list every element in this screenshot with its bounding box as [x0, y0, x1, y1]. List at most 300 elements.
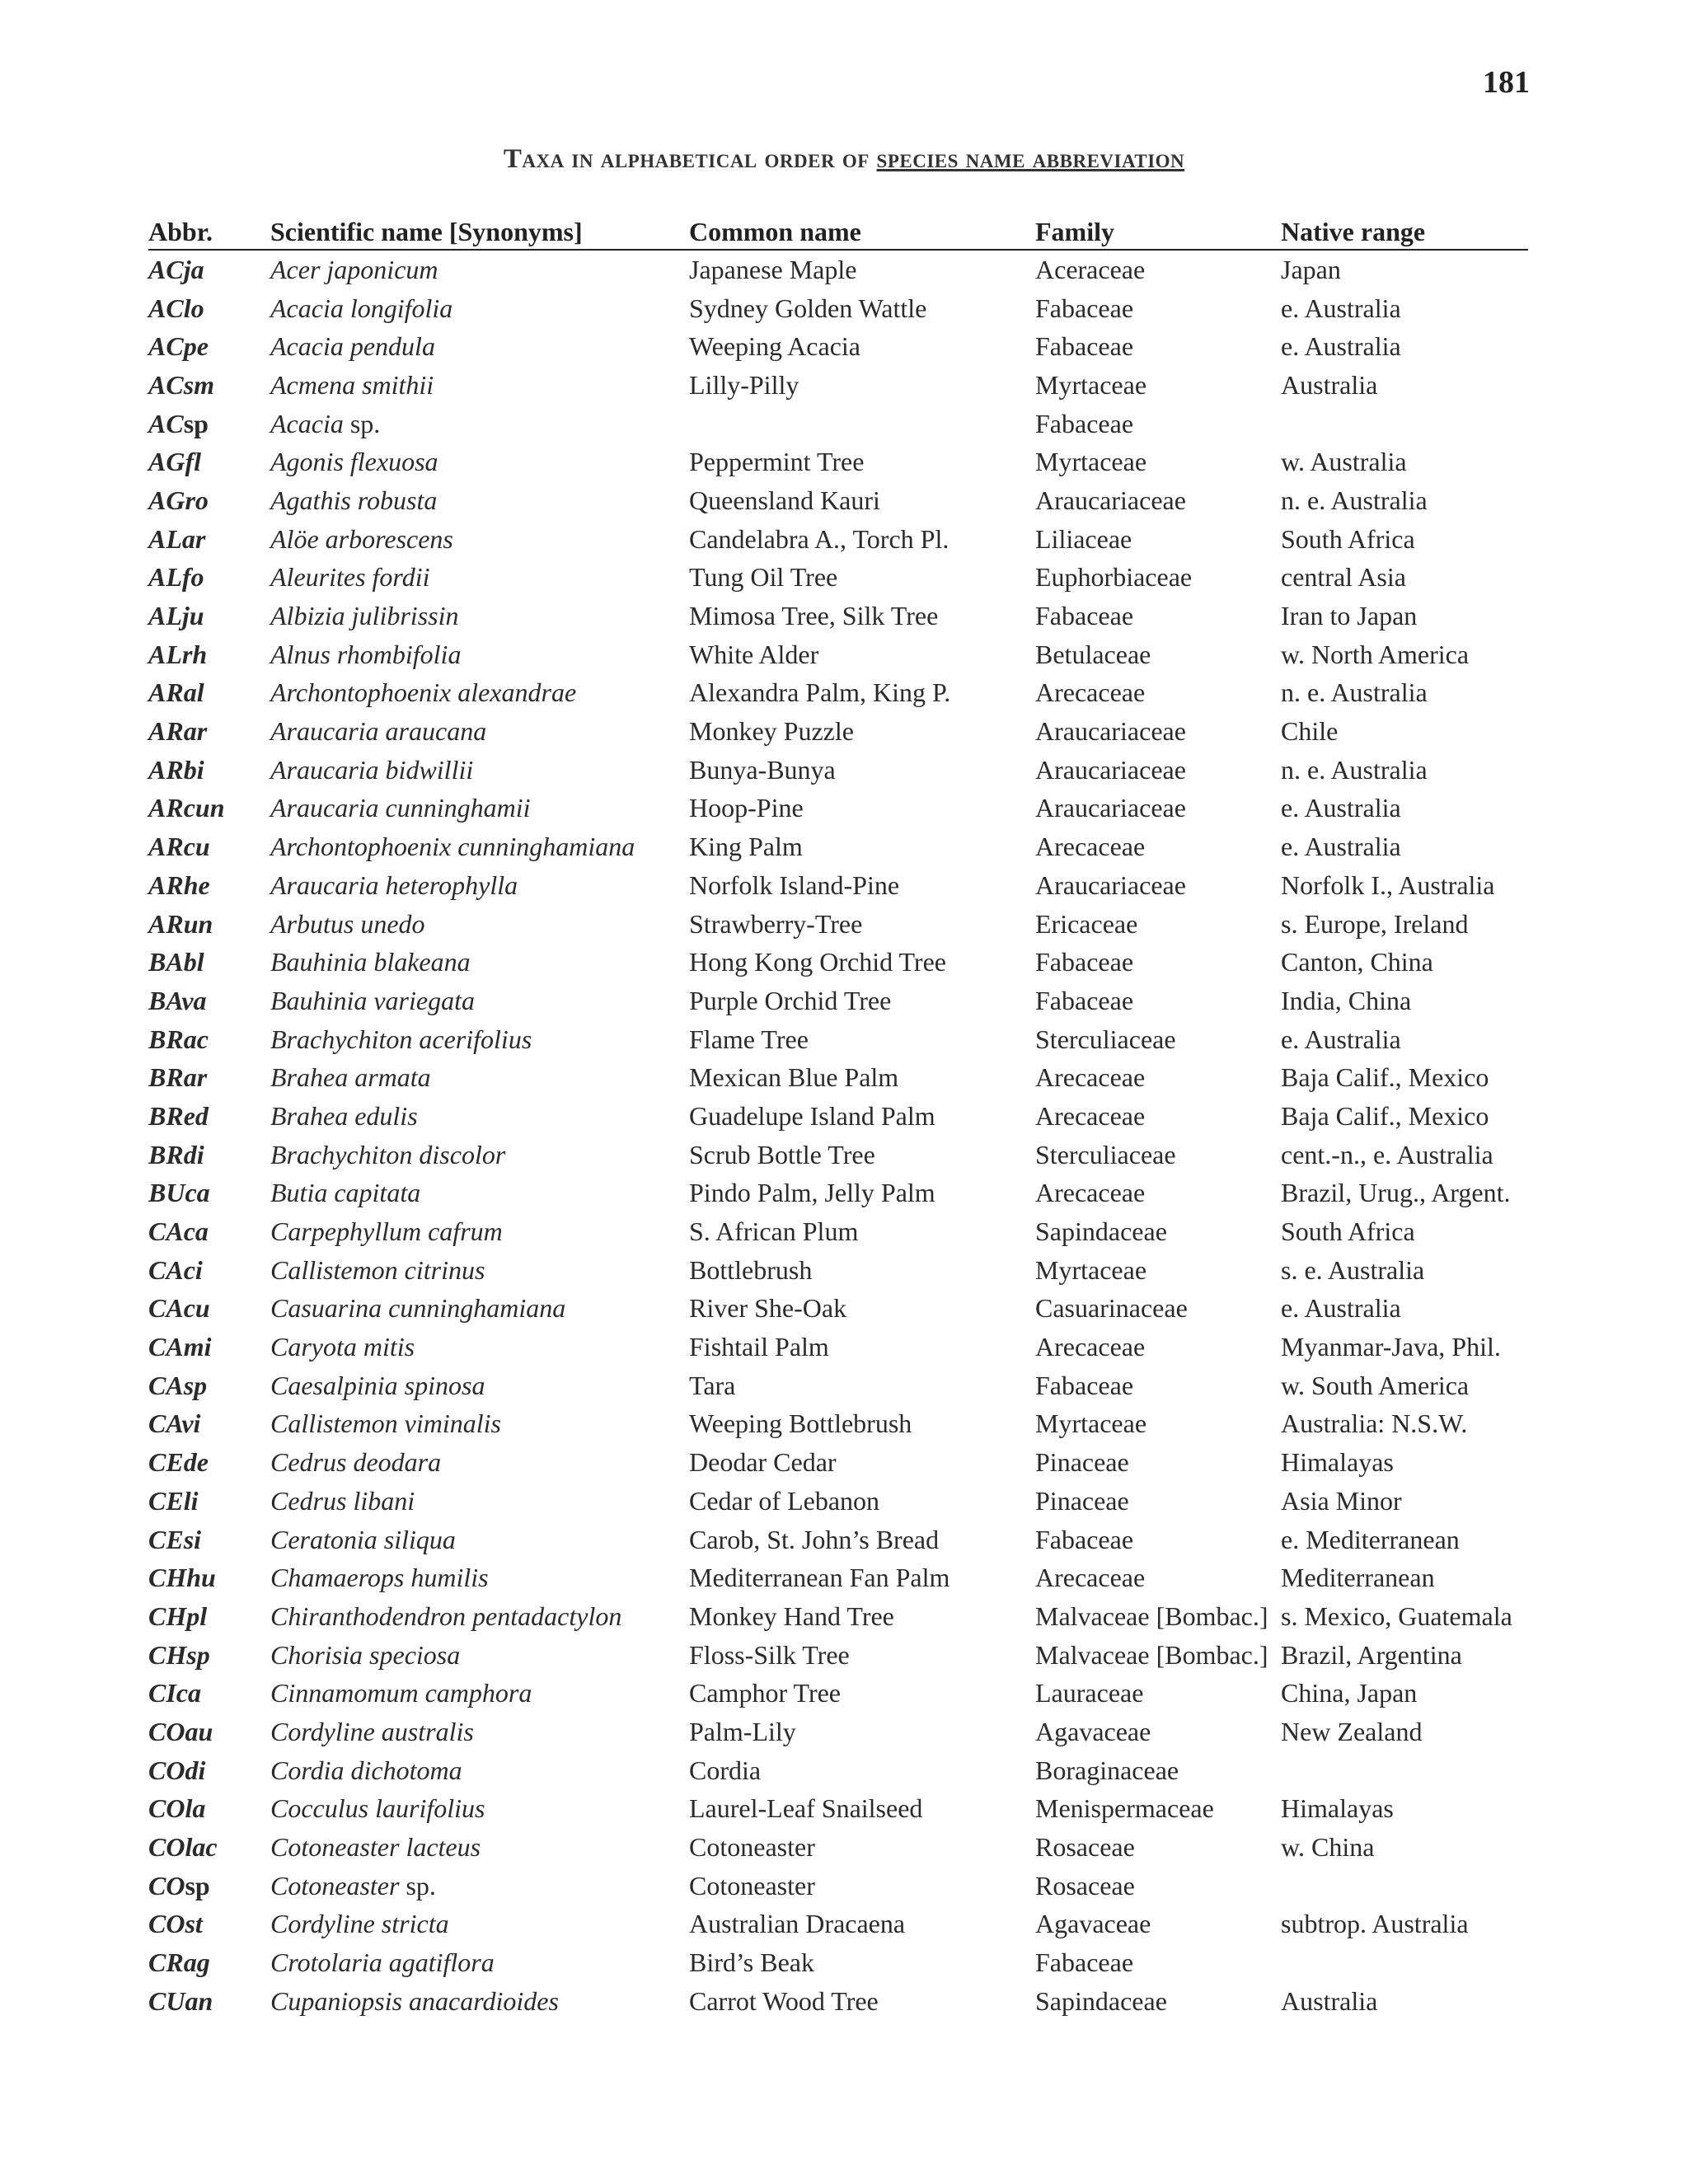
cell-family: Ericaceae: [1035, 908, 1138, 939]
cell-native-range: Asia Minor: [1281, 1485, 1402, 1516]
cell-family: Lauraceae: [1035, 1678, 1144, 1708]
cell-common-name: Hong Kong Orchid Tree: [689, 947, 946, 977]
cell-abbr: [148, 943, 270, 982]
cell-common-name: Weeping Acacia: [689, 331, 860, 362]
cell-common-name: King Palm: [689, 832, 803, 862]
cell-scientific-name: [270, 1058, 689, 1097]
cell-family: Sapindaceae: [1035, 1216, 1167, 1247]
cell-family: Casuarinaceae: [1035, 1293, 1188, 1324]
cell-scientific-name: [270, 866, 689, 905]
cell-family: Sterculiaceae: [1035, 1024, 1176, 1054]
cell-family: Fabaceae: [1035, 331, 1134, 362]
cell-family: Agavaceae: [1035, 1716, 1151, 1746]
cell-abbr: [148, 1982, 270, 2021]
cell-family: Boraginaceae: [1035, 1755, 1179, 1785]
cell-family: Arecaceae: [1035, 1062, 1146, 1093]
cell-family: Fabaceae: [1035, 293, 1134, 323]
scientific-name-text: Cinnamomum camphora: [270, 1678, 532, 1708]
page-title: [0, 144, 1688, 175]
abbr-text: BRed: [148, 1100, 209, 1131]
cell-abbr: [148, 866, 270, 905]
cell-native-range: Australia: N.S.W.: [1281, 1408, 1468, 1439]
table-row: [148, 559, 1528, 598]
cell-scientific-name: [270, 635, 689, 674]
cell-scientific-name: [270, 1790, 689, 1829]
scientific-name-text: Arbutus unedo: [270, 908, 425, 939]
scientific-name-suffix: sp.: [343, 408, 381, 438]
scientific-name-text: Brahea armata: [270, 1062, 431, 1093]
table-row: [148, 1982, 1528, 2021]
table-row: [148, 1328, 1528, 1366]
cell-common-name: River She-Oak: [689, 1293, 847, 1324]
cell-native-range: central Asia: [1281, 562, 1406, 593]
abbr-text: COlac: [148, 1832, 218, 1863]
cell-scientific-name: [270, 827, 689, 866]
cell-family: Fabaceae: [1035, 601, 1134, 631]
scientific-name-text: Butia capitata: [270, 1178, 421, 1208]
cell-scientific-name: [270, 674, 689, 713]
abbr-text: BRar: [148, 1062, 208, 1093]
scientific-name-text: Araucaria cunninghamii: [270, 793, 531, 823]
cell-native-range: [1281, 405, 1528, 443]
cell-family: Myrtaceae: [1035, 1408, 1147, 1439]
cell-scientific-name: [270, 1290, 689, 1329]
cell-scientific-name: [270, 1174, 689, 1213]
cell-abbr: [148, 1751, 270, 1790]
cell-family: Arecaceae: [1035, 677, 1146, 708]
table-row: [148, 905, 1528, 944]
table-row: [148, 1097, 1528, 1136]
cell-common-name: Japanese Maple: [689, 254, 857, 284]
abbr-text: CHpl: [148, 1601, 208, 1631]
cell-abbr: [148, 250, 270, 289]
table-row: [148, 520, 1528, 559]
abbr-text: ALrh: [148, 639, 208, 669]
header-common-name: Common name: [689, 214, 1035, 250]
cell-scientific-name: [270, 1982, 689, 2021]
cell-abbr: [148, 1828, 270, 1867]
table-row: [148, 866, 1528, 905]
cell-scientific-name: [270, 943, 689, 982]
cell-family: Fabaceae: [1035, 985, 1134, 1015]
cell-family: Fabaceae: [1035, 947, 1134, 977]
scientific-name-text: Agathis robusta: [270, 485, 438, 515]
cell-native-range: Brazil, Argentina: [1281, 1639, 1462, 1670]
table-row: [148, 1905, 1528, 1944]
table-row: [148, 1597, 1528, 1636]
abbr-text: ARal: [148, 677, 204, 708]
cell-scientific-name: [270, 1674, 689, 1713]
cell-abbr: [148, 1943, 270, 1982]
cell-family: Fabaceae: [1035, 1524, 1134, 1554]
cell-native-range: e. Mediterranean: [1281, 1524, 1460, 1554]
cell-scientific-name: [270, 1713, 689, 1751]
scientific-name-text: Crotolaria agatiflora: [270, 1947, 495, 1978]
scientific-name-text: Araucaria heterophylla: [270, 869, 518, 900]
scientific-name-text: Carpephyllum cafrum: [270, 1216, 503, 1247]
cell-family: Rosaceae: [1035, 1832, 1135, 1863]
cell-native-range: Himalayas: [1281, 1447, 1394, 1478]
cell-scientific-name: [270, 1212, 689, 1251]
header-family: Family: [1035, 214, 1281, 250]
cell-family: Araucariaceae: [1035, 754, 1186, 785]
abbr-text: COau: [148, 1716, 213, 1746]
cell-scientific-name: [270, 366, 689, 405]
abbr-text: COla: [148, 1793, 206, 1824]
cell-common-name: White Alder: [689, 639, 819, 669]
cell-abbr: [148, 1674, 270, 1713]
cell-abbr: [148, 1328, 270, 1366]
cell-native-range: s. Europe, Ireland: [1281, 908, 1469, 939]
cell-family: Myrtaceae: [1035, 447, 1147, 477]
cell-scientific-name: [270, 597, 689, 635]
table-row: [148, 1058, 1528, 1097]
abbr-text: BRac: [148, 1024, 209, 1054]
cell-family: Menispermaceae: [1035, 1793, 1214, 1824]
table-row: [148, 443, 1528, 481]
cell-scientific-name: [270, 289, 689, 328]
table-row: [148, 1251, 1528, 1290]
cell-abbr: [148, 1790, 270, 1829]
abbr-text: BAva: [148, 985, 207, 1015]
scientific-name-text: Aleurites fordii: [270, 562, 430, 593]
table-row: [148, 1366, 1528, 1405]
abbr-text: AGro: [148, 485, 209, 515]
abbr-text: ALar: [148, 523, 206, 554]
scientific-name-text: Araucaria bidwillii: [270, 754, 474, 785]
table-row: [148, 1713, 1528, 1751]
cell-common-name: S. African Plum: [689, 1216, 859, 1247]
abbr-text: COdi: [148, 1755, 206, 1785]
abbr-text: CO: [148, 1870, 185, 1900]
scientific-name-text: Bauhinia blakeana: [270, 947, 471, 977]
cell-abbr: [148, 1058, 270, 1097]
scientific-name-text: Cedrus libani: [270, 1485, 415, 1516]
scientific-name-text: Acer japonicum: [270, 254, 438, 284]
cell-scientific-name: [270, 405, 689, 443]
abbr-text: CHsp: [148, 1639, 210, 1670]
cell-native-range: cent.-n., e. Australia: [1281, 1139, 1493, 1169]
scientific-name-text: Cordyline stricta: [270, 1909, 449, 1939]
cell-family: Myrtaceae: [1035, 1254, 1147, 1285]
cell-native-range: Baja Calif., Mexico: [1281, 1062, 1489, 1093]
cell-family: Agavaceae: [1035, 1909, 1151, 1939]
cell-common-name: Sydney Golden Wattle: [689, 293, 927, 323]
scientific-name-text: Acacia: [270, 408, 344, 438]
cell-scientific-name: [270, 559, 689, 598]
scientific-name-text: Araucaria araucana: [270, 716, 487, 747]
abbr-text: COst: [148, 1909, 203, 1939]
cell-common-name: Cotoneaster: [689, 1870, 815, 1900]
cell-abbr: [148, 1521, 270, 1559]
table-row: [148, 1751, 1528, 1790]
cell-common-name: Australian Dracaena: [689, 1909, 906, 1939]
cell-common-name: Alexandra Palm, King P.: [689, 677, 951, 708]
cell-common-name: Tara: [689, 1370, 736, 1400]
cell-family: Arecaceae: [1035, 1332, 1146, 1362]
abbr-text: AGfl: [148, 447, 201, 477]
cell-family: Sapindaceae: [1035, 1985, 1167, 2016]
cell-native-range: s. Mexico, Guatemala: [1281, 1601, 1512, 1631]
scientific-name-text: Alöe arborescens: [270, 523, 453, 554]
abbr-text: BUca: [148, 1178, 210, 1208]
cell-abbr: [148, 289, 270, 328]
cell-abbr: [148, 1713, 270, 1751]
cell-scientific-name: [270, 327, 689, 366]
scientific-name-text: Acmena smithii: [270, 369, 434, 400]
abbr-text: CHhu: [148, 1563, 216, 1593]
cell-abbr: [148, 635, 270, 674]
cell-native-range: Iran to Japan: [1281, 601, 1418, 631]
cell-native-range: e. Australia: [1281, 293, 1401, 323]
cell-abbr: [148, 751, 270, 790]
cell-family: Aceraceae: [1035, 254, 1146, 284]
cell-family: Arecaceae: [1035, 832, 1146, 862]
cell-scientific-name: [270, 250, 689, 289]
cell-abbr: [148, 1867, 270, 1905]
cell-common-name: Hoop-Pine: [689, 793, 804, 823]
abbr-text: ALfo: [148, 562, 204, 593]
abbr-text: CAmi: [148, 1332, 212, 1362]
abbr-text: ARcun: [148, 793, 225, 823]
cell-family: Arecaceae: [1035, 1178, 1146, 1208]
abbr-text: AClo: [148, 293, 204, 323]
abbr-text: CRag: [148, 1947, 210, 1978]
cell-common-name: Carob, St. John’s Bread: [689, 1524, 940, 1554]
cell-common-name: Pindo Palm, Jelly Palm: [689, 1178, 935, 1208]
cell-abbr: [148, 443, 270, 481]
cell-family: Euphorbiaceae: [1035, 562, 1193, 593]
table-header-row: [148, 214, 1528, 250]
abbr-text: ARun: [148, 908, 213, 939]
cell-common-name: Mimosa Tree, Silk Tree: [689, 601, 939, 631]
cell-native-range: e. Australia: [1281, 832, 1401, 862]
cell-native-range: Australia: [1281, 1985, 1378, 2016]
cell-family: Myrtaceae: [1035, 369, 1147, 400]
scientific-name-text: Callistemon citrinus: [270, 1254, 485, 1285]
table-row: [148, 289, 1528, 328]
cell-native-range: n. e. Australia: [1281, 754, 1428, 785]
cell-native-range: Myanmar-Java, Phil.: [1281, 1332, 1501, 1362]
cell-native-range: Canton, China: [1281, 947, 1433, 977]
cell-native-range: n. e. Australia: [1281, 677, 1428, 708]
scientific-name-text: Acacia longifolia: [270, 293, 453, 323]
table-row: [148, 827, 1528, 866]
cell-abbr: [148, 905, 270, 944]
abbr-text: CAsp: [148, 1370, 208, 1400]
cell-family: Pinaceae: [1035, 1485, 1129, 1516]
cell-native-range: Japan: [1281, 254, 1341, 284]
cell-common-name: Deodar Cedar: [689, 1447, 837, 1478]
scientific-name-text: Cotoneaster: [270, 1870, 400, 1900]
cell-abbr: [148, 327, 270, 366]
cell-common-name: Monkey Puzzle: [689, 716, 854, 747]
table-row: [148, 250, 1528, 289]
cell-abbr: [148, 1136, 270, 1174]
cell-native-range: Mediterranean: [1281, 1563, 1435, 1593]
cell-family: Rosaceae: [1035, 1870, 1135, 1900]
cell-native-range: e. Australia: [1281, 331, 1401, 362]
cell-native-range: New Zealand: [1281, 1716, 1423, 1746]
title-underlined: species name abbreviation: [876, 144, 1185, 174]
cell-common-name: Bottlebrush: [689, 1254, 813, 1285]
cell-scientific-name: [270, 1251, 689, 1290]
cell-scientific-name: [270, 1482, 689, 1521]
table-row: [148, 751, 1528, 790]
cell-abbr: [148, 1905, 270, 1944]
cell-abbr: [148, 1174, 270, 1213]
cell-abbr: [148, 597, 270, 635]
abbr-text: BRdi: [148, 1139, 204, 1169]
cell-native-range: w. South America: [1281, 1370, 1470, 1400]
abbr-text: ARar: [148, 716, 208, 747]
abbr-suffix: sp: [183, 408, 209, 438]
cell-native-range: India, China: [1281, 985, 1412, 1015]
scientific-name-text: Archontophoenix cunninghamiana: [270, 832, 635, 862]
scientific-name-text: Casuarina cunninghamiana: [270, 1293, 566, 1324]
cell-native-range: Chile: [1281, 716, 1339, 747]
cell-scientific-name: [270, 751, 689, 790]
cell-common-name: Weeping Bottlebrush: [689, 1408, 912, 1439]
cell-abbr: [148, 481, 270, 520]
scientific-name-text: Cupaniopsis anacardioides: [270, 1985, 559, 2016]
abbr-text: ACsm: [148, 369, 215, 400]
cell-scientific-name: [270, 1751, 689, 1790]
cell-common-name: Carrot Wood Tree: [689, 1985, 879, 2016]
abbr-text: CIca: [148, 1678, 201, 1708]
cell-scientific-name: [270, 1097, 689, 1136]
table-row: [148, 1136, 1528, 1174]
cell-common-name: Scrub Bottle Tree: [689, 1139, 875, 1169]
table-row: [148, 790, 1528, 828]
cell-native-range: subtrop. Australia: [1281, 1909, 1469, 1939]
table-row: [148, 1943, 1528, 1982]
cell-abbr: [148, 520, 270, 559]
scientific-name-text: Caryota mitis: [270, 1332, 415, 1362]
cell-scientific-name: [270, 520, 689, 559]
cell-native-range: n. e. Australia: [1281, 485, 1428, 515]
cell-family: Liliaceae: [1035, 523, 1132, 554]
table-row: [148, 327, 1528, 366]
cell-scientific-name: [270, 1597, 689, 1636]
cell-native-range: e. Australia: [1281, 1024, 1401, 1054]
cell-scientific-name: [270, 1328, 689, 1366]
abbr-text: ALju: [148, 601, 204, 631]
header-abbr: Abbr.: [148, 214, 270, 250]
cell-common-name: [689, 405, 1035, 443]
scientific-name-text: Cotoneaster lacteus: [270, 1832, 481, 1863]
cell-native-range: China, Japan: [1281, 1678, 1418, 1708]
cell-abbr: [148, 827, 270, 866]
cell-scientific-name: [270, 443, 689, 481]
abbr-text: CAci: [148, 1254, 203, 1285]
table-row: [148, 597, 1528, 635]
cell-scientific-name: [270, 1905, 689, 1944]
scientific-name-text: Acacia pendula: [270, 331, 435, 362]
table-row: [148, 1443, 1528, 1482]
cell-common-name: Lilly-Pilly: [689, 369, 799, 400]
table-row: [148, 982, 1528, 1020]
cell-family: Malvaceae [Bombac.]: [1035, 1639, 1268, 1670]
cell-common-name: Cedar of Lebanon: [689, 1485, 880, 1516]
abbr-text: CEsi: [148, 1524, 202, 1554]
table-row: [148, 366, 1528, 405]
table-row: [148, 1482, 1528, 1521]
cell-native-range: Australia: [1281, 369, 1378, 400]
scientific-name-text: Albizia julibrissin: [270, 601, 459, 631]
abbr-text: CAcu: [148, 1293, 210, 1324]
cell-native-range: e. Australia: [1281, 793, 1401, 823]
cell-native-range: Baja Calif., Mexico: [1281, 1100, 1489, 1131]
cell-common-name: Peppermint Tree: [689, 447, 865, 477]
scientific-name-text: Bauhinia variegata: [270, 985, 475, 1015]
abbr-text: ARhe: [148, 869, 210, 900]
cell-scientific-name: [270, 1366, 689, 1405]
cell-native-range: [1281, 1943, 1528, 1982]
cell-abbr: [148, 366, 270, 405]
table-row: [148, 943, 1528, 982]
abbr-text: ACja: [148, 254, 204, 284]
cell-scientific-name: [270, 790, 689, 828]
cell-family: Arecaceae: [1035, 1563, 1146, 1593]
abbr-text: CEde: [148, 1447, 209, 1478]
scientific-name-text: Cocculus laurifolius: [270, 1793, 485, 1824]
cell-family: Araucariaceae: [1035, 716, 1186, 747]
cell-abbr: [148, 1212, 270, 1251]
table-row: [148, 674, 1528, 713]
cell-common-name: Queensland Kauri: [689, 485, 880, 515]
cell-common-name: Flame Tree: [689, 1024, 809, 1054]
table-row: [148, 1290, 1528, 1329]
table-row: [148, 1636, 1528, 1675]
abbr-text: CAca: [148, 1216, 209, 1247]
cell-scientific-name: [270, 1943, 689, 1982]
cell-common-name: Mediterranean Fan Palm: [689, 1563, 950, 1593]
cell-abbr: [148, 1097, 270, 1136]
cell-abbr: [148, 1597, 270, 1636]
cell-abbr: [148, 1405, 270, 1444]
table-row: [148, 1867, 1528, 1905]
header-scientific-name: Scientific name [Synonyms]: [270, 214, 689, 250]
cell-scientific-name: [270, 1443, 689, 1482]
cell-family: Fabaceae: [1035, 1370, 1134, 1400]
cell-family: Araucariaceae: [1035, 869, 1186, 900]
scientific-name-text: Cedrus deodara: [270, 1447, 442, 1478]
scientific-name-text: Caesalpinia spinosa: [270, 1370, 485, 1400]
abbr-text: ARbi: [148, 754, 204, 785]
cell-native-range: [1281, 1751, 1528, 1790]
cell-family: Fabaceae: [1035, 1947, 1134, 1978]
cell-family: Betulaceae: [1035, 639, 1151, 669]
cell-scientific-name: [270, 1136, 689, 1174]
scientific-name-text: Agonis flexuosa: [270, 447, 438, 477]
abbr-text: CEli: [148, 1485, 199, 1516]
cell-scientific-name: [270, 1828, 689, 1867]
cell-family: Fabaceae: [1035, 408, 1134, 438]
scientific-name-text: Brachychiton acerifolius: [270, 1024, 532, 1054]
table-row: [148, 1558, 1528, 1597]
cell-scientific-name: [270, 1558, 689, 1597]
cell-abbr: [148, 1251, 270, 1290]
cell-family: Sterculiaceae: [1035, 1139, 1176, 1169]
cell-common-name: Fishtail Palm: [689, 1332, 829, 1362]
cell-common-name: Floss-Silk Tree: [689, 1639, 850, 1670]
cell-native-range: South Africa: [1281, 1216, 1415, 1247]
cell-family: Pinaceae: [1035, 1447, 1129, 1478]
cell-common-name: Bird’s Beak: [689, 1947, 814, 1978]
cell-abbr: [148, 1482, 270, 1521]
cell-scientific-name: [270, 1020, 689, 1059]
